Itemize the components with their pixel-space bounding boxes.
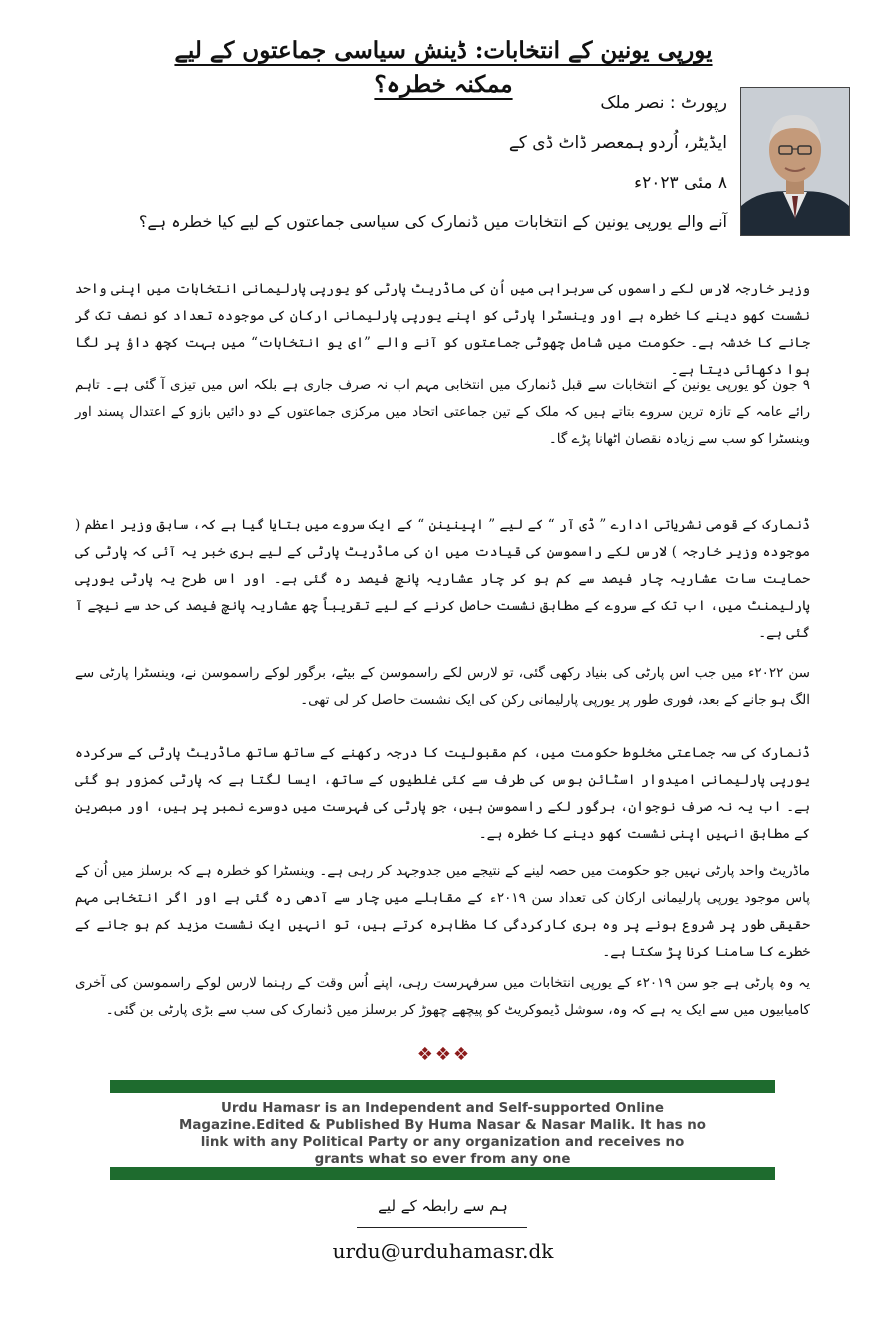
paragraph-4: سن ۲۰۲۲ء میں جب اس پارٹی کی بنیاد رکھی گئی، تو لارس لکے راسموسن کے بیٹے، برگور لوکے راسموسن نے، وینسٹرا پارٹی سے الگ ہو جانے کے بعد، فوری طور پر یورپی پارلیمانی رکن کی ایک نشست حاصل کر لی تھی۔ <box>75 665 810 708</box>
banner-text <box>110 1100 775 1168</box>
paragraph-6: ماڈریٹ واحد پارٹی نہیں جو حکومت میں حصہ لینے کے نتیجے میں جدوجہد کر رہی ہے۔ وینسٹرا کو خطرہ ہے کہ برسلز میں اُن کے پاس موجود یورپی پارلیمانی ارکان کی تعداد سن ۲۰۱۹ء کے مقابلے میں چار سے آدھی رہ گئی ہے اور اگر انتخابی مہم حقیقی طور پر شروع ہونے پر وہ بری کارکردگی کا مظاہرہ کرتے ہیں، تو انہیں ایک نشست مزید کم ہو جانے کے خطرے کا سامنا کرنا پڑ سکتا ہے۔ <box>75 863 811 960</box>
paragraph-1: وزیر خارجہ لارس لکے راسموں کی سربراہی میں اُن کی ماڈریٹ پارٹی کو یورپی پارلیمانی انتخابات میں اپنی واحد نشست کھو دینے کا خطرہ ہے اور وینسٹرا پارٹی کو اپنے یورپی پارلیمانی ارکان کی موجودہ تعداد کو نصف تک گر جانے کا خدشہ ہے۔ حکومت میں شامل چھوٹی جماعتوں کو آنے والے ”ای یو انتخابات“ میں بہت کچھ داؤ پر لگا ہوا دکھائی دیتا ہے۔ <box>75 281 810 378</box>
banner-line-2: Magazine.Edited & Published By Huma Nasar & Nasar Malik. It has no <box>179 1118 706 1133</box>
author-portrait-image <box>741 88 849 235</box>
banner-bottom-bar <box>110 1167 775 1180</box>
paragraph-3: ڈنمارک کے قومی نشریاتی ادارے ” ڈی آر “ کے لیے ” اپینینن “ کے ایک سروے میں بتایا گیا ہے کہ، سابق وزیر اعظم ( موجودہ وزیر خارجہ ) لارس لکے راسموسن کی قیادت میں ان کی ماڈریٹ پارٹی کے لیے بری خبر یہ آئی کہ پارٹی کی حمایت سات عشاریہ چار فیصد سے کم ہو کر چار عشاریہ پانچ فیصد رہ گئی ہے۔ اور اس طرح یہ پارٹی یورپی پارلیمنٹ میں، اب تک کے سروے کے مطابق نشست حاصل کرنے کے لیے تقریباً چھ عشاریہ پانچ فیصد کی حد سے نیچے آ گئی ہے۔ <box>75 517 810 641</box>
banner-top-bar <box>110 1080 775 1093</box>
contact-label: ہم سے رابطہ کے لیے <box>378 1197 508 1215</box>
publish-date: ۸ مئی ۲۰۲۳ء <box>634 173 727 193</box>
banner-line-4: grants what so ever from any one <box>314 1152 571 1167</box>
banner-line-1: Urdu Hamasr is an Independent and Self-supported Online <box>220 1101 665 1116</box>
contact-email-link[interactable]: urdu@urduhamasr.dk <box>332 1239 554 1263</box>
intro-question: آنے والے یورپی یونین کے انتخابات میں ڈنمارک کی سیاسی جماعتوں کے لیے کیا خطرہ ہے؟ <box>138 212 727 231</box>
paragraph-2: ۹ جون کو یورپی یونین کے انتخابات سے قبل ڈنمارک میں انتخابی مہم اب نہ صرف جاری ہے بلکہ اس میں تیزی آ گئی ہے۔ تاہم رائے عامہ کے تازہ ترین سروے بتاتے ہیں کہ ملک کے تین جماعتی اتحاد میں مرکزی جماعتوں کے دو دائیں بازو کے اعتدال پسند اور وینسٹرا کو سب سے زیادہ نقصان اٹھانا پڑے گا۔ <box>75 377 810 447</box>
editor-credit: ایڈیٹر، اُردو ہمعصر ڈاٹ ڈی کے <box>508 133 727 153</box>
banner-line-3: link with any Political Party or any organization and receives no <box>200 1135 685 1150</box>
paragraph-7: یہ وہ پارٹی ہے جو سن ۲۰۱۹ء کے یورپی انتخابات میں سرفہرست رہی، اپنے اُس وقت کے رہنما لارس لوکے راسموسن کی آخری کامیابیوں میں سے ایک یہ ہے کہ وہ، سوشل ڈیموکریٹ کو پیچھے چھوڑ کر برسلز میں ڈنمارک کی سب سے بڑی پارٹی بن گئی۔ <box>75 975 810 1018</box>
diamond-ornament-icon: ❖❖❖ <box>416 1044 472 1065</box>
byline: رپورٹ : نصر ملک <box>600 93 727 113</box>
disclaimer-banner <box>110 1080 775 1180</box>
author-photo <box>740 87 850 236</box>
contact-divider <box>357 1227 527 1228</box>
paragraph-5: ڈنمارک کی سہ جماعتی مخلوط حکومت میں، کم مقبولیت کا درجہ رکھنے کے ساتھ ساتھ ماڈریٹ پارٹی کے سرکردہ یورپی پارلیمانی امیدوار اسٹائن بوس کی طرف سے کئی غلطیوں کے ساتھ، ایسا لگتا ہے کہ پارٹی کمزور ہو گئی ہے۔ اب یہ نہ صرف نوجوان، برگور لکے راسموسن ہیں، جو پارٹی کی فہرست میں دوسرے نمبر پر ہیں، اور مبصرین کے مطابق انہیں اپنی نشست کھو دینے کا خطرہ ہے۔ <box>75 745 810 842</box>
article-title: یورپی یونین کے انتخابات: ڈینش سیاسی جماعتوں کے لیے ممکنہ خطرہ؟ <box>174 37 713 98</box>
